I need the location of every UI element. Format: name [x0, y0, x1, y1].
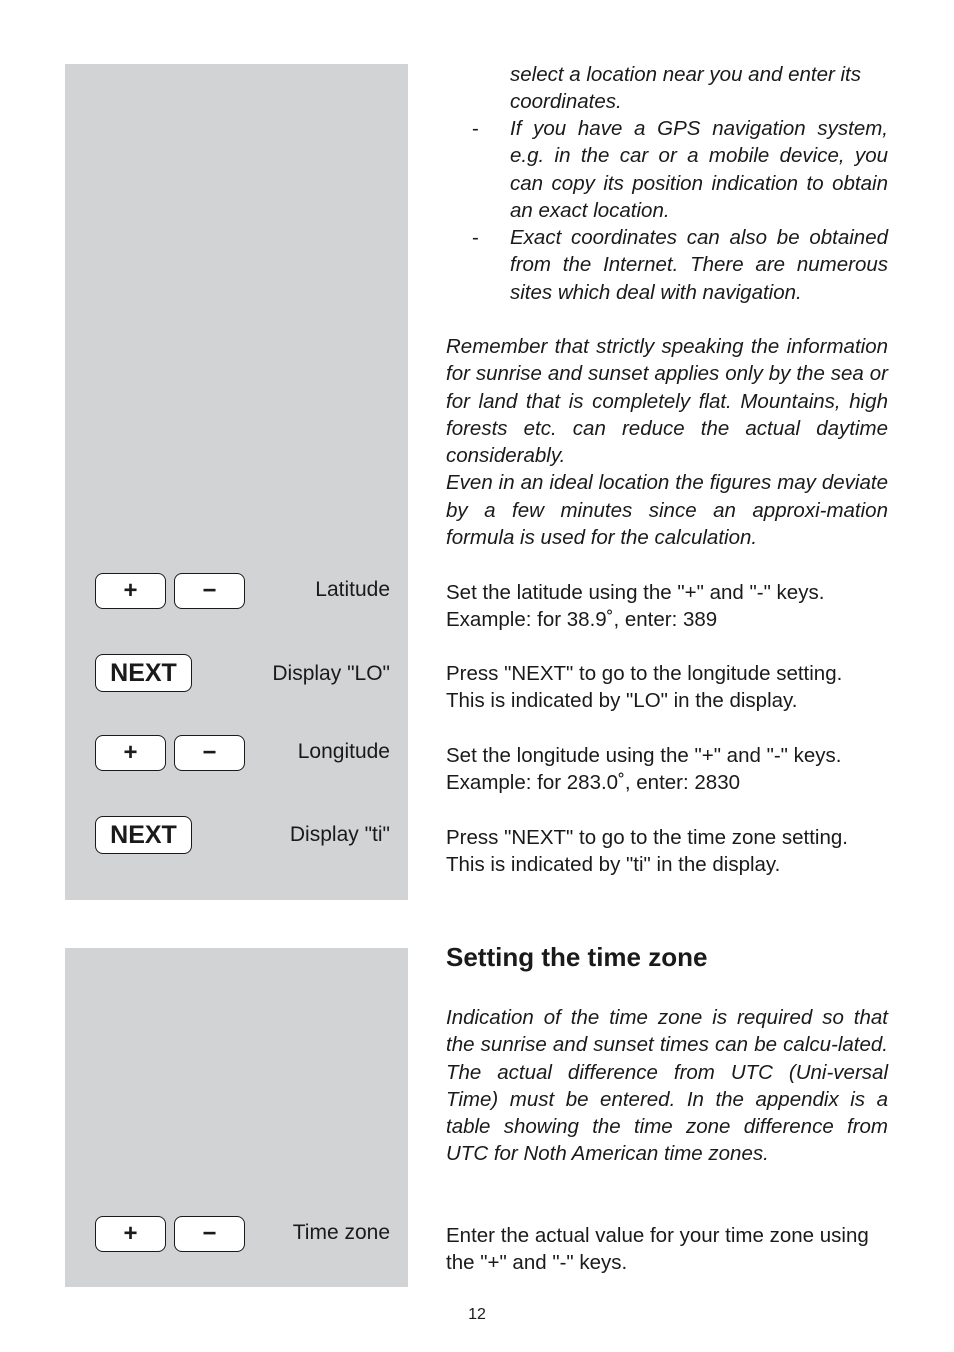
- instruction-line: Press "NEXT" to go to the time zone setting.: [446, 826, 848, 849]
- section-heading: Setting the time zone: [446, 942, 708, 972]
- timezone-label: Time zone: [292, 1221, 390, 1244]
- page-number: 12: [468, 1306, 486, 1323]
- latitude-keys: [95, 573, 249, 611]
- minus-key[interactable]: −: [174, 1216, 245, 1252]
- longitude-instructions: [446, 742, 888, 797]
- timezone-instructions: Enter the actual value for your time zone using the "+" and "-" keys.: [446, 1224, 869, 1275]
- next-key-ti: [95, 816, 249, 854]
- intro-continuation: select a location near you and enter its coordinates.: [510, 63, 861, 114]
- list-item: [446, 224, 888, 306]
- bullet-dash: -: [472, 226, 479, 250]
- latitude-instructions: [446, 579, 888, 634]
- bullet-list: [446, 115, 888, 306]
- longitude-keys: [95, 735, 249, 773]
- instruction-line: Example: for 283.0˚, enter: 2830: [446, 771, 741, 795]
- display-lo-label: Display "LO": [272, 662, 390, 685]
- minus-key[interactable]: −: [174, 735, 245, 771]
- timezone-paragraph: Indication of the time zone is required so that the sunrise and sunset times can be calcu-lated. The actual difference from UTC (Uni-versal Time) must be entered. In the appendix is a table showing the time zone difference from UTC for Noth American time zones.: [446, 1006, 888, 1166]
- plus-key[interactable]: +: [95, 1216, 166, 1252]
- plus-key[interactable]: +: [95, 573, 166, 609]
- instruction-line: Press "NEXT" to go to the longitude setting.: [446, 662, 843, 685]
- ti-instructions: [446, 824, 888, 879]
- bullet-text: Exact coordinates can also be obtained from the Internet. There are numerous sites which deal with navigation.: [510, 226, 888, 304]
- latitude-label: Latitude: [315, 578, 390, 601]
- timezone-keys: [95, 1216, 249, 1254]
- next-key[interactable]: NEXT: [95, 654, 192, 692]
- instruction-line: Example: for 38.9˚, enter: 389: [446, 608, 718, 632]
- remember-paragraph: [446, 333, 888, 551]
- next-key-lo: [95, 654, 249, 692]
- lo-instructions: [446, 660, 888, 715]
- longitude-label: Longitude: [297, 740, 390, 763]
- side-panel-top: [65, 64, 408, 900]
- display-ti-label: Display "ti": [289, 823, 390, 846]
- instruction-line: Set the longitude using the "+" and "-" keys.: [446, 744, 842, 767]
- ideal-text: Even in an ideal location the figures may deviate by a few minutes since an approxi-mation formula is used for the calculation.: [446, 471, 888, 550]
- instruction-line: Set the latitude using the "+" and "-" keys.: [446, 581, 825, 604]
- remember-text: Remember that strictly speaking the information for sunrise and sunset applies only by the sea or for land that is completely flat. Mountains, high forests etc. can reduce the actual daytime considerably.: [446, 335, 888, 468]
- instruction-line: This is indicated by "ti" in the display.: [446, 853, 781, 877]
- plus-key[interactable]: +: [95, 735, 166, 771]
- instruction-line: This is indicated by "LO" in the display.: [446, 689, 798, 713]
- list-item: [446, 115, 888, 224]
- bullet-text: If you have a GPS navigation system, e.g. in the car or a mobile device, you can copy its position indication to obtain an exact location.: [510, 117, 888, 222]
- bullet-dash: -: [472, 117, 479, 140]
- next-key[interactable]: NEXT: [95, 816, 192, 854]
- minus-key[interactable]: −: [174, 573, 245, 609]
